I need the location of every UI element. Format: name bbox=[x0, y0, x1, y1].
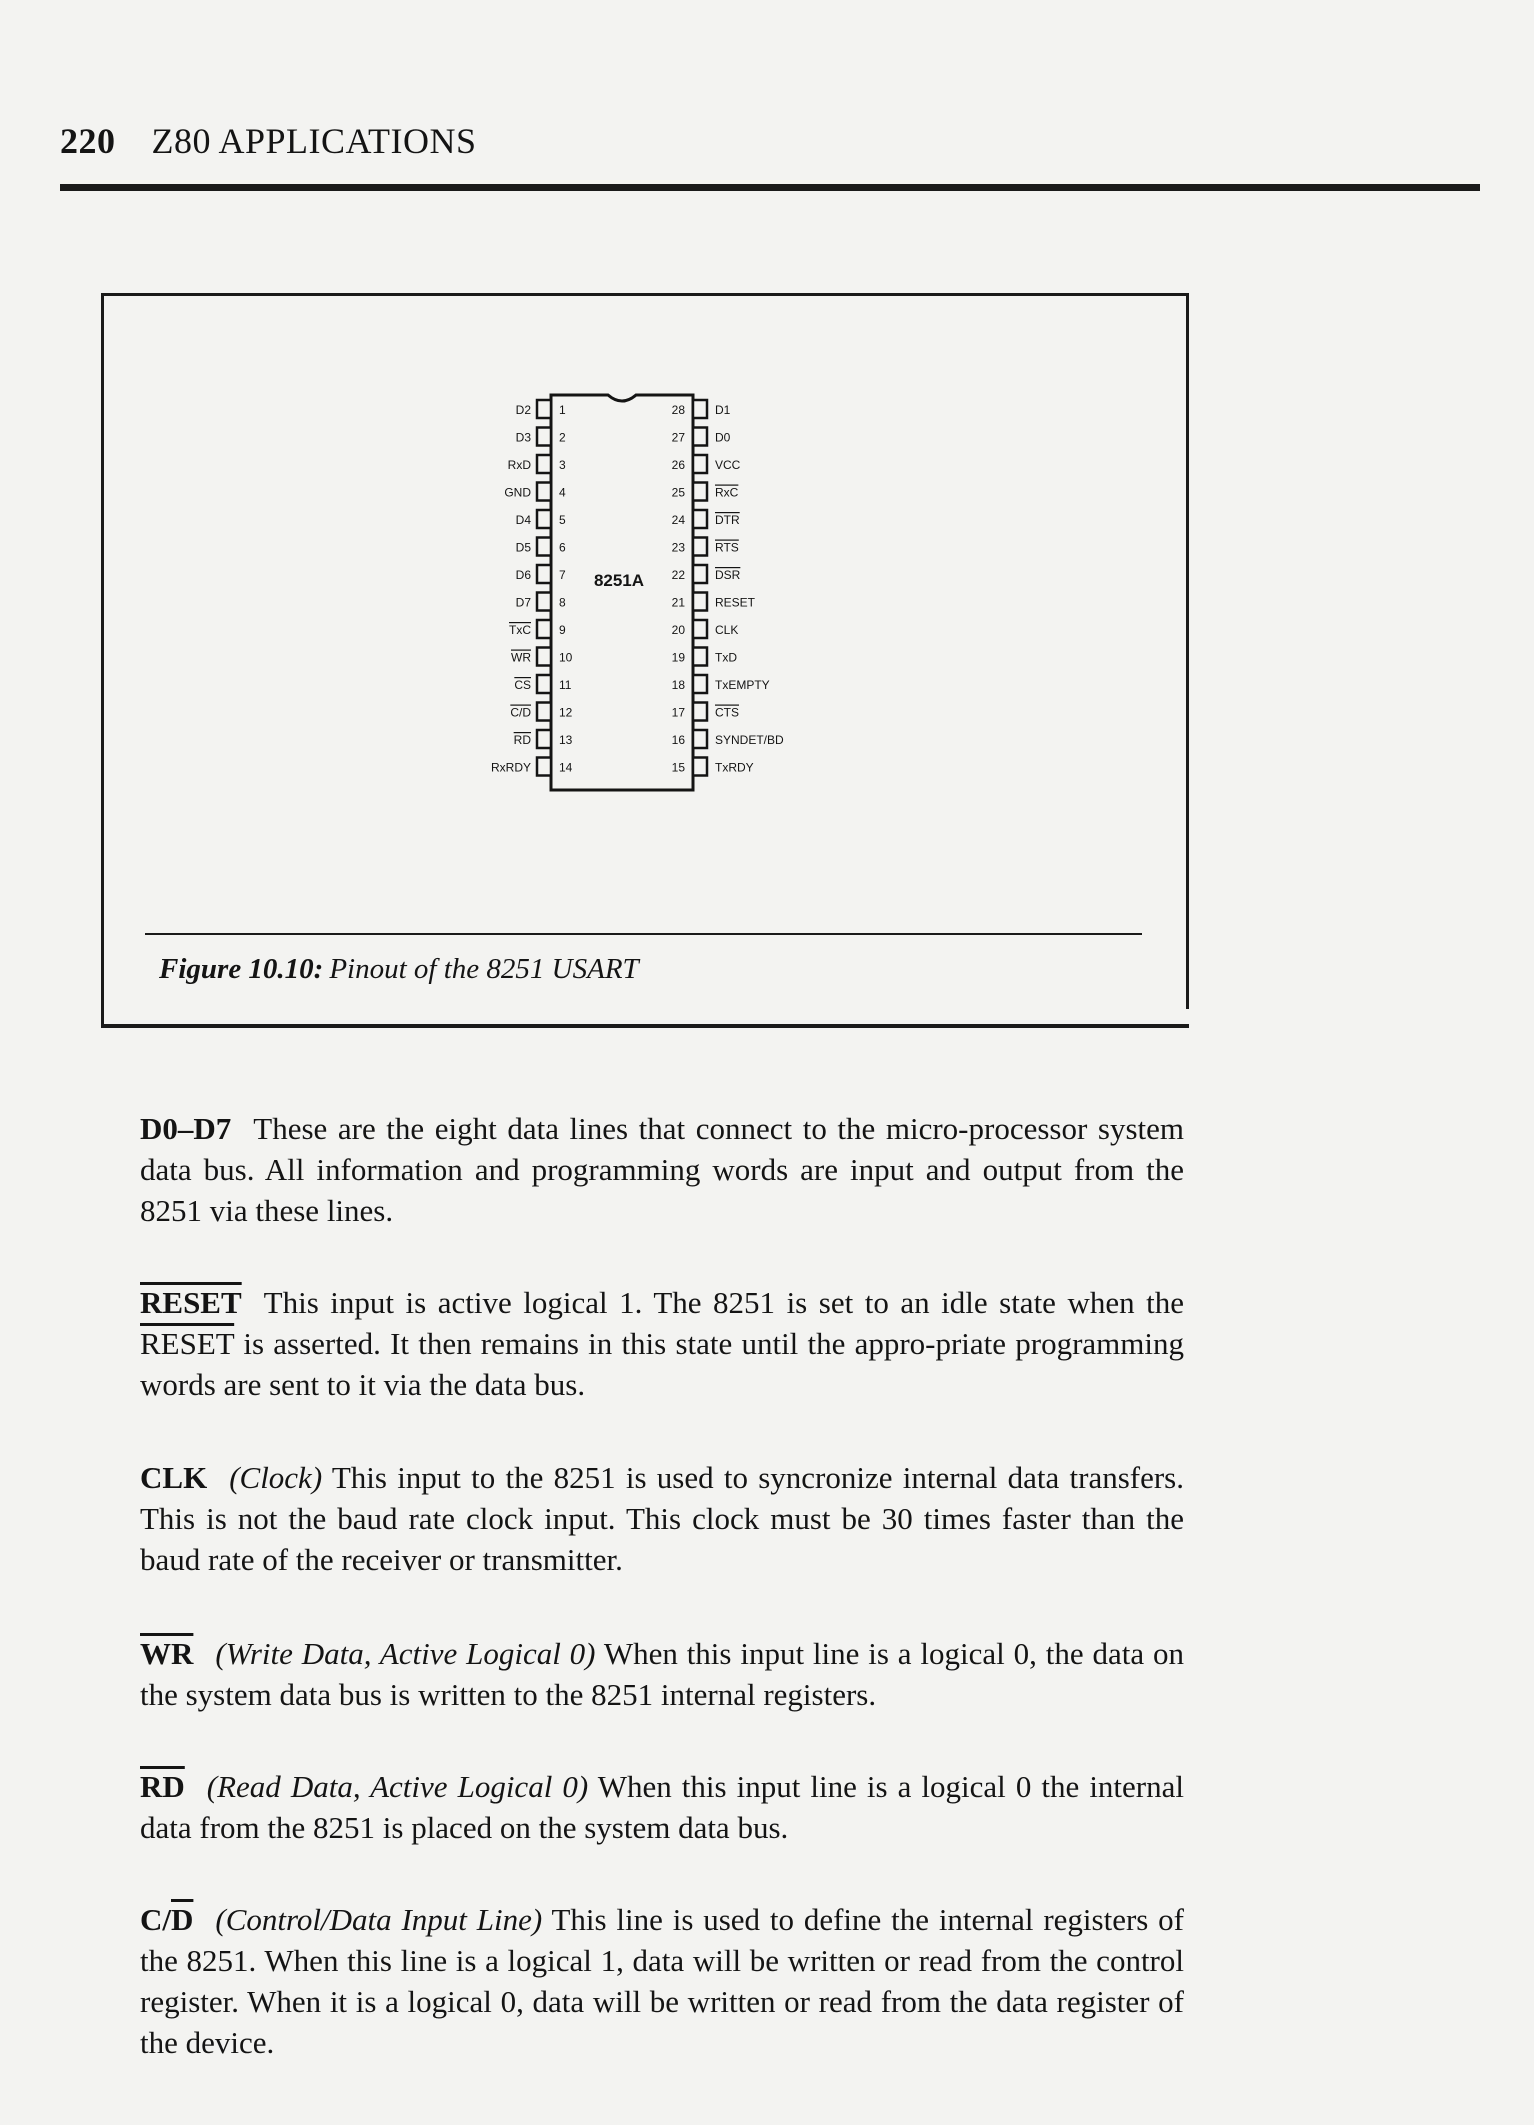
pin-lead bbox=[693, 648, 707, 666]
header-rule bbox=[60, 184, 1480, 191]
paragraph-rd bbox=[140, 1766, 1184, 1848]
pin-lead bbox=[693, 730, 707, 748]
pin-number: 11 bbox=[559, 678, 572, 692]
pin-number: 19 bbox=[671, 650, 685, 665]
pin-label: GND bbox=[504, 485, 531, 500]
pin-number: 9 bbox=[559, 623, 566, 637]
pin-label: D3 bbox=[515, 430, 531, 445]
pin-number: 21 bbox=[671, 595, 685, 610]
term-clk: CLK bbox=[140, 1460, 208, 1495]
pin-lead bbox=[693, 510, 707, 528]
pin-number: 14 bbox=[559, 760, 573, 775]
paren-wr: (Write Data, Active Logical 0) bbox=[215, 1636, 596, 1671]
term-cd-a: C/ bbox=[140, 1902, 171, 1937]
pin-lead bbox=[693, 538, 707, 556]
pin-number: 3 bbox=[559, 458, 566, 472]
pin-lead bbox=[537, 593, 551, 611]
pin-number: 12 bbox=[559, 705, 573, 720]
pin-number: 10 bbox=[559, 650, 573, 665]
pin-lead bbox=[693, 593, 707, 611]
pin-label: D4 bbox=[515, 513, 531, 527]
paragraph-reset bbox=[140, 1282, 1184, 1405]
pin-number: 6 bbox=[559, 540, 566, 555]
pin-label: RxD bbox=[507, 458, 531, 472]
caption-label: Figure 10.10: bbox=[159, 953, 324, 985]
pin-label: RTS bbox=[715, 540, 739, 555]
left-pin-group bbox=[491, 400, 573, 776]
pin-label: D1 bbox=[715, 403, 731, 417]
chip-label: 8251A bbox=[593, 571, 645, 590]
pin-number: 26 bbox=[671, 458, 685, 472]
pin-lead bbox=[537, 400, 551, 418]
pin-lead bbox=[693, 703, 707, 721]
pin-label: D6 bbox=[515, 568, 531, 582]
pin-label: CTS bbox=[715, 705, 739, 720]
pin-number: 1 bbox=[559, 403, 566, 417]
paren-clk: (Clock) bbox=[229, 1460, 323, 1495]
pin-number: 2 bbox=[559, 430, 566, 445]
pin-label: RxC bbox=[715, 485, 739, 500]
pin-number: 24 bbox=[671, 513, 685, 527]
running-title: Z80 APPLICATIONS bbox=[151, 121, 477, 161]
pin-label: TxEMPTY bbox=[715, 678, 770, 692]
paren-cd: (Control/Data Input Line) bbox=[215, 1902, 543, 1937]
right-pin-group bbox=[672, 400, 784, 776]
pin-number: 16 bbox=[671, 733, 685, 747]
desc-cd: This line is used to define the internal registers of the 8251. When this line is a logical 1, data will be written or read from the control register. When it is a logical 0, data will be written or read from the data register of the device. bbox=[140, 1902, 1185, 2060]
pin-lead bbox=[537, 703, 551, 721]
chip-outline bbox=[551, 395, 693, 790]
pin-number: 4 bbox=[559, 485, 566, 500]
reset-inline: RESET bbox=[140, 1326, 235, 1361]
paragraph-wr bbox=[140, 1633, 1184, 1715]
pin-lead bbox=[537, 455, 551, 473]
pin-number: 25 bbox=[671, 485, 685, 500]
term-rd: $\overline{RD}$ bbox=[140, 1769, 185, 1804]
pin-lead bbox=[537, 730, 551, 748]
pin-label: RD bbox=[513, 733, 531, 747]
figure-box bbox=[101, 293, 1187, 1027]
pin-lead bbox=[537, 648, 551, 666]
pin-label: TxD bbox=[715, 650, 737, 665]
figure-caption bbox=[159, 953, 639, 986]
chip-pinout-diagram bbox=[101, 293, 1187, 933]
pin-lead bbox=[693, 620, 707, 638]
term-d0-d7: D0–D7 bbox=[140, 1111, 232, 1146]
pin-label: D5 bbox=[515, 540, 531, 555]
term-wr: $\overline{WR}$ bbox=[140, 1636, 194, 1671]
page-number: 220 bbox=[60, 121, 116, 161]
caption-text: Pinout of the 8251 USART bbox=[329, 953, 639, 985]
pin-lead bbox=[693, 675, 707, 693]
desc-reset-part2: is asserted. It then remains in this state until the appro-priate programming words are sent to it via the data bus. bbox=[140, 1326, 1184, 1402]
pin-number: 15 bbox=[671, 760, 685, 775]
pin-number: 27 bbox=[671, 430, 685, 445]
pin-number: 22 bbox=[671, 568, 685, 582]
pin-lead bbox=[537, 483, 551, 501]
pin-lead bbox=[693, 758, 707, 776]
pin-lead bbox=[693, 483, 707, 501]
desc-d0-d7: These are the eight data lines that connect to the micro-processor system data bus. All information and programming words are input and output from the 8251 via these lines. bbox=[140, 1111, 1184, 1228]
desc-rd: When this input line is a logical 0 the internal data from the 8251 is placed on the system data bus. bbox=[140, 1769, 1184, 1845]
pin-label: VCC bbox=[715, 458, 741, 472]
pin-number: 8 bbox=[559, 595, 566, 610]
pin-label: CS bbox=[514, 678, 531, 692]
desc-wr: When this input line is a logical 0, the data on the system data bus is written to the 8251 internal registers. bbox=[140, 1636, 1184, 1712]
pin-label: TxRDY bbox=[715, 760, 754, 775]
paren-rd: (Read Data, Active Logical 0) bbox=[206, 1769, 589, 1804]
pin-lead bbox=[693, 455, 707, 473]
pin-label: DTR bbox=[715, 513, 740, 527]
pin-lead bbox=[537, 675, 551, 693]
term-reset: RESET bbox=[140, 1285, 242, 1320]
pin-label: TxC bbox=[509, 623, 531, 637]
pin-lead bbox=[537, 538, 551, 556]
running-header bbox=[60, 120, 477, 162]
term-cd-b: $\overline{D}$ bbox=[171, 1902, 194, 1937]
term-cd bbox=[140, 1902, 193, 1937]
pin-lead bbox=[537, 758, 551, 776]
chip-body bbox=[551, 395, 693, 790]
pin-lead bbox=[693, 400, 707, 418]
pin-lead bbox=[693, 428, 707, 446]
pin-label: CLK bbox=[715, 623, 739, 637]
pin-number: 20 bbox=[671, 623, 685, 637]
pin-lead bbox=[537, 620, 551, 638]
pin-number: 7 bbox=[559, 568, 566, 582]
desc-reset-part1: This input is active logical 1. The 8251 is set to an idle state when the bbox=[263, 1285, 1184, 1320]
pin-lead bbox=[693, 565, 707, 583]
pin-number: 18 bbox=[671, 678, 685, 692]
pin-label: D2 bbox=[515, 403, 531, 417]
pin-label: C/D bbox=[510, 705, 531, 720]
pin-label: DSR bbox=[715, 568, 741, 582]
pin-number: 28 bbox=[671, 403, 685, 417]
paragraph-cd bbox=[140, 1899, 1184, 2063]
pin-lead bbox=[537, 565, 551, 583]
pin-label: WR bbox=[511, 650, 531, 665]
pin-label: D7 bbox=[515, 595, 531, 610]
figure-border-bottom bbox=[101, 1024, 1189, 1028]
pin-label: D0 bbox=[715, 430, 731, 445]
caption-rule bbox=[145, 933, 1142, 935]
pin-number: 13 bbox=[559, 733, 573, 747]
pin-label: SYNDET/BD bbox=[715, 733, 784, 747]
pin-label: RESET bbox=[715, 595, 756, 610]
pin-lead bbox=[537, 428, 551, 446]
pin-number: 23 bbox=[671, 540, 685, 555]
pin-number: 17 bbox=[671, 705, 685, 720]
pin-lead bbox=[537, 510, 551, 528]
pin-label: RxRDY bbox=[490, 760, 531, 775]
paragraph-d0-d7 bbox=[140, 1108, 1184, 1231]
desc-clk: This input to the 8251 is used to syncronize internal data transfers. This is not the baud rate clock input. This clock must be 30 times faster than the baud rate of the receiver or transmitter. bbox=[140, 1460, 1184, 1577]
paragraph-clk bbox=[140, 1457, 1184, 1580]
pin-number: 5 bbox=[559, 513, 566, 527]
